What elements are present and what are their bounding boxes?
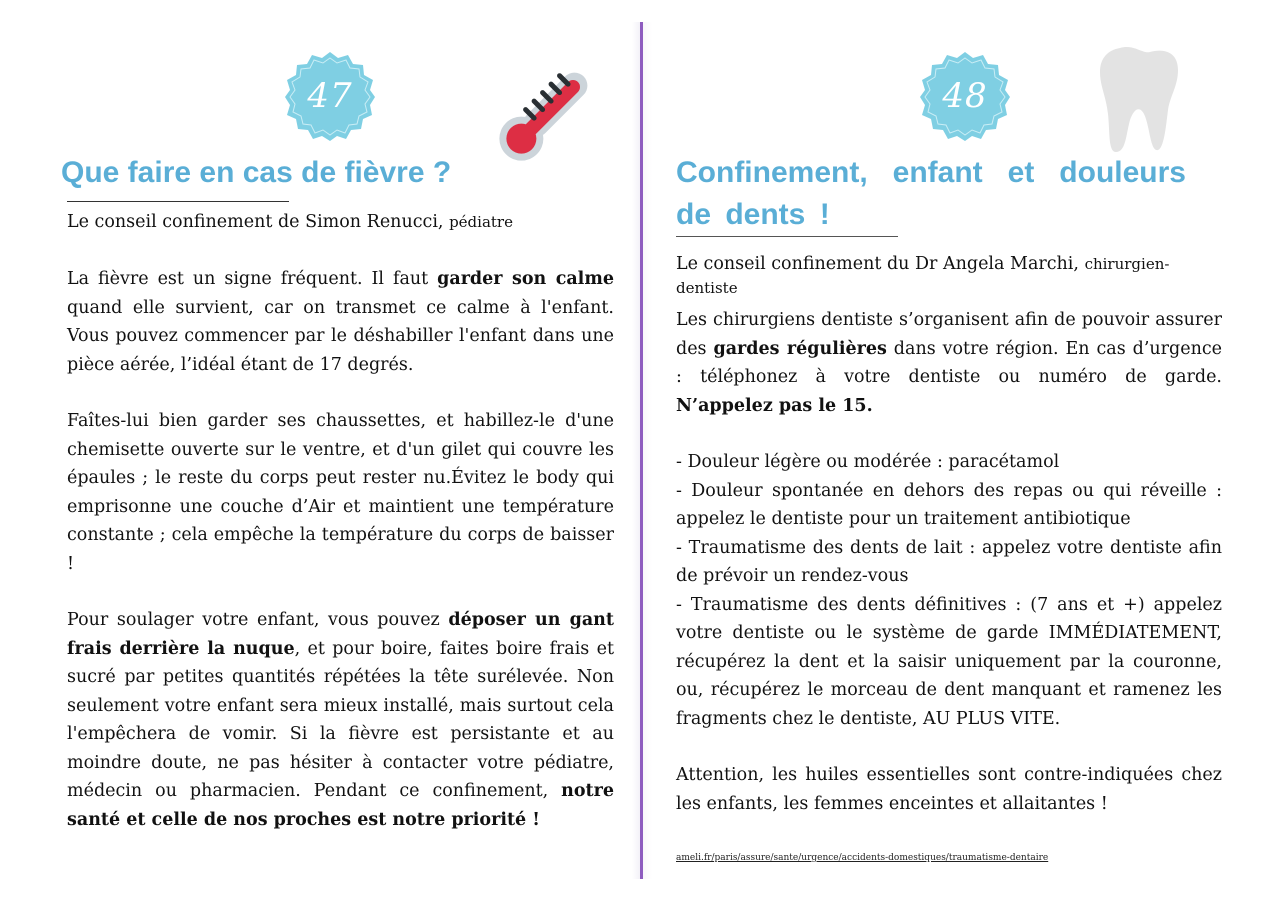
intro-paragraph [676, 306, 1222, 420]
page-48 [644, 0, 1280, 903]
page-number: 47 [307, 76, 353, 116]
bold-segment: garder son calme [437, 269, 614, 289]
paragraph-1 [67, 265, 614, 379]
page-number: 48 [942, 76, 988, 116]
author-byline [67, 210, 617, 234]
paragraph-2 [67, 407, 614, 578]
page-number-badge [919, 50, 1011, 142]
page-number-badge [284, 50, 376, 142]
text-segment: quand elle survient, car on transmet ce calme à l'enfant. Vous pouvez commencer par le déshabiller l'enfant dans une pièce aérée, l’idéal étant de 17 degrés. [67, 297, 614, 375]
warning-paragraph: Attention, les huiles essentielles sont contre-indiquées chez les enfants, les femmes enceintes et allaitantes ! [676, 765, 1222, 814]
tooth-icon [1098, 44, 1182, 156]
author-role: chirurgien-dentiste [676, 255, 1170, 297]
bold-segment: déposer un gant frais derrière la nuque [67, 610, 614, 659]
paragraph-3 [67, 606, 614, 834]
text-segment: Faîtes-lui bien garder ses chaussettes, et habillez-le d'une chemisette ouverte sur le ventre, et d'un gilet qui couvre les épaules ; le reste du corps peut rester nu.Évitez le body qui emprisonne une couche d’Air et maintient une température constante ; cela empêche la température du corps de baisser ! [67, 411, 614, 574]
byline-text: Le conseil confinement de Simon Renucci, [67, 212, 444, 232]
title-underline [676, 236, 898, 237]
title-underline [67, 201, 289, 202]
text-segment: Pour soulager votre enfant, vous pouvez [67, 610, 449, 630]
list-item: - Traumatisme des dents de lait : appelez votre dentiste afin de prévoir un rendez-vous [676, 537, 1222, 586]
text-segment: , et pour boire, faites boire frais et sucré par petites quantités répétées la tête surélevée. Non seulement votre enfant sera mieux installé, mais surtout cela l'empêchera de vomir. Si la fièvre est persistante et au moindre doute, ne pas hésiter à contacter votre pédiatre, médecin ou pharmacien. Pendant ce confinement, [67, 638, 615, 801]
article-body [67, 265, 614, 834]
author-byline [676, 252, 1226, 300]
article-title: Confinement, enfant et douleurs de dents ! [676, 156, 1186, 231]
text-segment: La fièvre est un signe fréquent. Il faut [67, 269, 438, 289]
bold-segment: gardes régulières [713, 338, 887, 359]
author-role: pédiatre [449, 213, 513, 231]
bold-segment: notre santé et celle de nos proches est notre priorité ! [67, 781, 614, 830]
bold-segment: N’appelez pas le 15. [676, 395, 873, 416]
list-item: - Douleur légère ou modérée : paracétamol [676, 452, 1060, 472]
page-divider [640, 22, 643, 879]
source-link[interactable]: ameli.fr/paris/assure/sante/urgence/accidents-domestiques/traumatisme-dentaire [676, 853, 1049, 863]
article-title: Que faire en cas de fièvre ? [61, 156, 452, 189]
article-body [676, 306, 1222, 818]
list-item: - Traumatisme des dents définitives : (7 ans et +) appelez votre dentiste ou le système de garde IMMÉDIATEMENT, récupérez la dent et la saisir uniquement par la couronne, ou, récupérez le morceau de dent manquant et ramenez les fragments chez le dentiste, AU PLUS VITE. [676, 594, 1222, 729]
text-segment: dans votre région. En cas d’urgence : téléphonez à votre dentiste ou numéro de garde. [676, 338, 1223, 387]
byline-text: Le conseil confinement du Dr Angela Marchi, [676, 254, 1079, 274]
text-segment: Les chirurgiens dentiste s’organisent afin de pouvoir assurer des [676, 310, 1222, 359]
list-item: - Douleur spontanée en dehors des repas ou qui réveille : appelez le dentiste pour un traitement antibiotique [676, 480, 1222, 529]
